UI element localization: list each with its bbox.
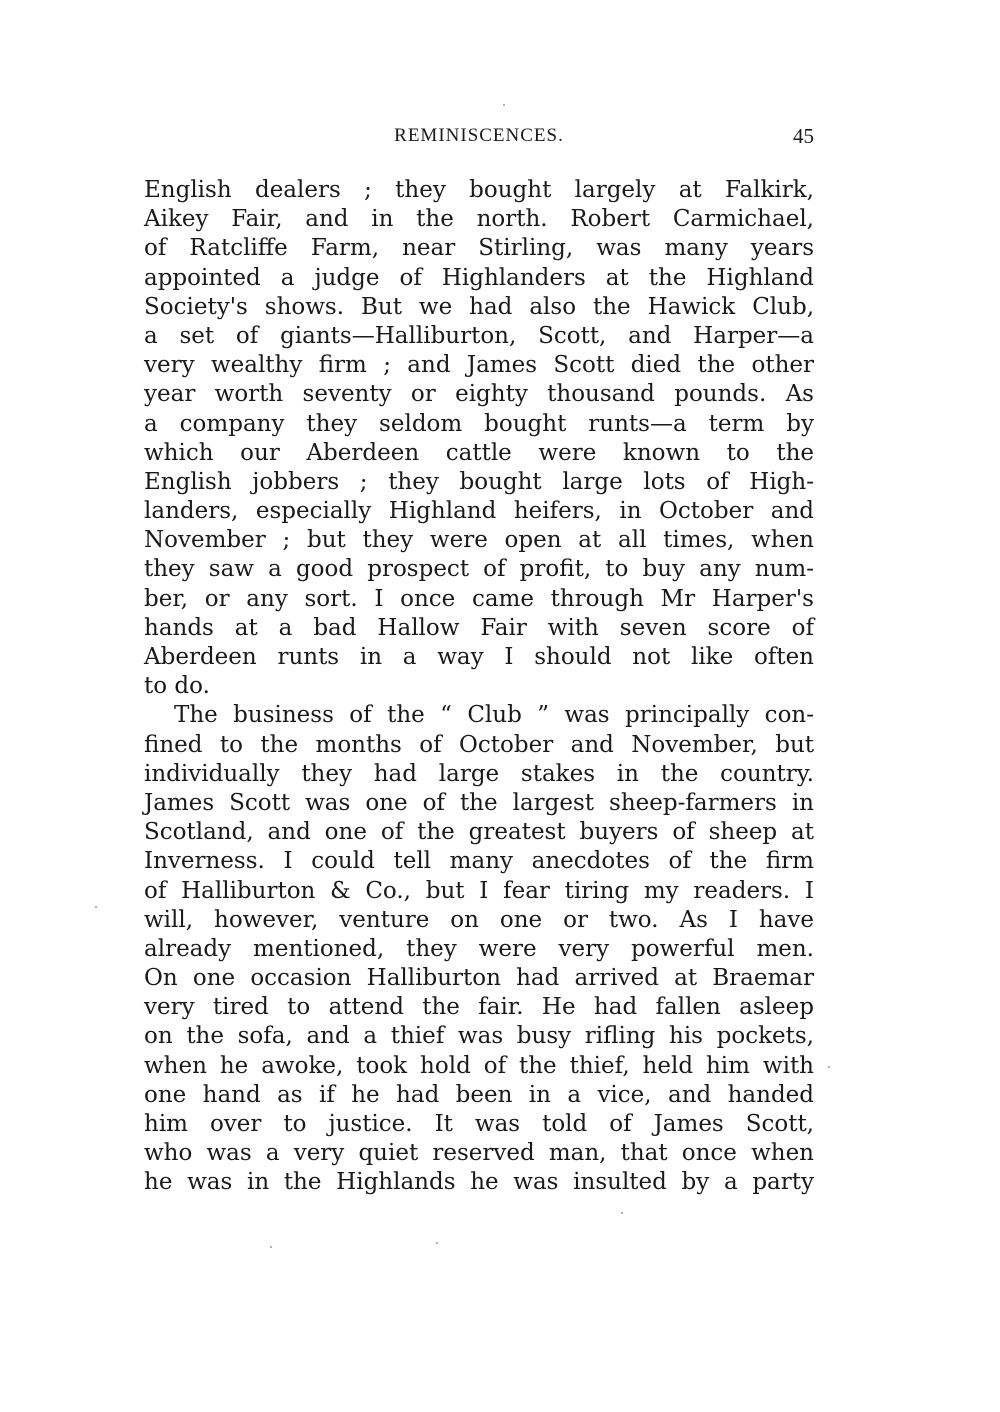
text-line: Scotland, and one of the greatest buyers of sheep at	[144, 819, 814, 846]
text-line: English dealers ; they bought largely at Falkirk,	[144, 177, 814, 203]
text-line: on the sofa, and a thief was busy rifling his pockets,	[144, 1023, 814, 1050]
text-line: when he awoke, took hold of the thief, held him with	[144, 1052, 814, 1079]
text-line: one hand as if he had been in a vice, and handed	[144, 1081, 814, 1108]
running-head	[144, 121, 814, 151]
running-title: REMINISCENCES.	[394, 125, 564, 146]
text-line: will, however, venture on one or two. As I have	[144, 906, 814, 933]
text-line: of Ratcliffe Farm, near Stirling, was many years	[144, 235, 814, 262]
scan-speck	[828, 1066, 830, 1068]
text-line: a set of giants—Halliburton, Scott, and Harper—a	[144, 322, 814, 349]
text-line: of Halliburton & Co., but I fear tiring my readers. I	[144, 877, 814, 904]
text-line: fined to the months of October and November, but	[144, 731, 814, 758]
text-line: Inverness. I could tell many anecdotes of the firm	[144, 848, 814, 875]
text-line: James Scott was one of the largest sheep-farmers in	[144, 789, 814, 816]
text-line: which our Aberdeen cattle were known to the	[144, 439, 814, 466]
text-line: Aberdeen runts in a way I should not like often	[144, 644, 814, 670]
text-line: hands at a bad Hallow Fair with seven score of	[144, 614, 814, 641]
scan-speck	[503, 104, 505, 106]
text-line: November ; but they were open at all times, when	[144, 527, 814, 554]
text-line: who was a very quiet reserved man, that once when	[144, 1140, 814, 1167]
paragraph-2	[144, 701, 814, 1197]
text-line: The business of the “ Club ” was principally con-	[174, 702, 814, 729]
text-line: Society's shows. But we had also the Hawick Club,	[144, 293, 814, 320]
page-number: 45	[793, 124, 814, 148]
text-line: ber, or any sort. I once came through Mr Harper's	[144, 585, 814, 612]
text-line: he was in the Highlands he was insulted by a party	[144, 1169, 814, 1196]
scan-speck	[95, 906, 97, 908]
paragraph-1	[144, 176, 814, 701]
text-line: English jobbers ; they bought large lots of High-	[144, 468, 814, 495]
scan-speck	[436, 1242, 438, 1244]
text-line: individually they had large stakes in the country.	[144, 760, 814, 787]
body-text	[144, 176, 814, 1198]
text-line: they saw a good prospect of profit, to buy any num-	[144, 556, 814, 583]
text-line: appointed a judge of Highlanders at the Highland	[144, 264, 814, 291]
text-line: a company they seldom bought runts—a term by	[144, 410, 814, 437]
scan-speck	[621, 1212, 623, 1214]
text-line: very tired to attend the fair. He had fallen asleep	[144, 994, 814, 1021]
scan-speck	[270, 1246, 272, 1248]
text-line: already mentioned, they were very powerful men.	[144, 935, 814, 962]
text-line: On one occasion Halliburton had arrived at Braemar	[144, 965, 814, 992]
text-line: very wealthy firm ; and James Scott died the other	[144, 352, 814, 379]
text-line: year worth seventy or eighty thousand pounds. As	[144, 381, 814, 408]
text-line: landers, especially Highland heifers, in October and	[144, 498, 814, 525]
text-line: to do.	[144, 673, 210, 700]
text-line: Aikey Fair, and in the north. Robert Carmichael,	[144, 206, 814, 233]
text-line: him over to justice. It was told of James Scott,	[144, 1111, 814, 1137]
